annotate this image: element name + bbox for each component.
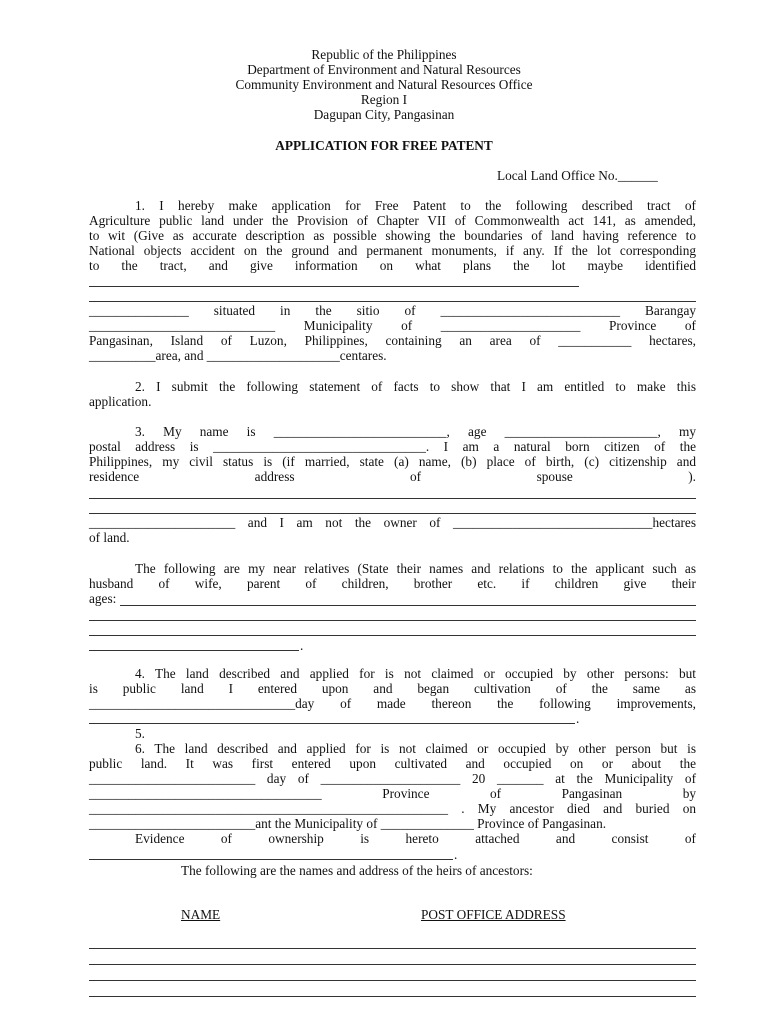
blank-line [89,635,696,636]
blank-line [89,650,299,651]
blank-line [89,620,696,621]
relatives-line-4: . [300,638,304,653]
p2-line-1: 2. I submit the following statement of facts to show that I am entitled to make this [135,379,696,394]
p4-line-3: _______________________________day of made thereon the following improvements, [89,696,696,711]
p3-line-1: 3. My name is __________________________, age _______________________, my [135,424,696,439]
heirs-blank-line [89,996,696,997]
p6-line-7: Evidence of ownership is hereto attached and consist of [135,831,696,846]
p1-line-3: to wit (Give as accurate description as possible showing the boundaries of land having reference to [89,228,696,243]
office-number: Local Land Office No.______ [497,168,658,183]
p1-line-7: ____________________________ Municipality of _____________________ Province of [89,318,696,333]
heirs-blank-line [89,980,696,981]
column-header-name: NAME [181,907,221,922]
heirs-intro: The following are the names and address of the heirs of ancestors: [181,863,533,878]
p3-line-6: of land. [89,530,130,545]
header-region: Region I [360,92,408,107]
p3-line-2: postal address is ________________________________. I am a natural born citizen of the [89,439,696,454]
p1-line-9: __________area, and ____________________centares. [89,348,387,363]
header-republic: Republic of the Philippines [311,47,457,62]
p4-line-1: 4. The land described and applied for is not claimed or occupied by other persons: but [135,666,696,681]
p6-line-8: . [454,847,458,862]
p4-line-4: . [576,711,580,726]
header-department: Department of Environment and Natural Resources [247,62,521,77]
header-city: Dagupan City, Pangasinan [313,107,455,122]
blank-line [89,513,696,514]
p4-line-2: is public land I entered upon and began cultivation of the same as [89,681,696,696]
relatives-line-1: The following are my near relatives (State their names and relations to the applicant such as [135,561,696,576]
header-office: Community Environment and Natural Resources Office [235,77,533,92]
p1-line-4: National objects accident on the ground and permanent monuments, if any. If the lot corresponding [89,243,696,258]
p6-line-2: public land. It was first entered upon cultivated and occupied on or about the [89,756,696,771]
relatives-line-3: ages: [89,591,117,606]
heirs-blank-line [89,964,696,965]
page-title: APPLICATION FOR FREE PATENT [275,138,493,153]
p1-line-6: _______________ situated in the sitio of ___________________________ Barangay [89,303,696,318]
p1-line-5: to the tract, and give information on what plans the lot maybe identified [89,258,696,273]
p6-line-5: ______________________________________________________ . My ancestor died and buried on [89,801,696,816]
blank-line [120,605,696,606]
p1-line-8: Pangasinan, Island of Luzon, Philippines, containing an area of ___________ hectares, [89,333,696,348]
p6-line-6: _________________________ant the Municipality of ______________ Province of Pangasinan. [89,816,607,831]
p6-line-4: ___________________________________ Province of Pangasinan by [89,786,696,801]
p2-line-2: application. [89,394,152,409]
blank-line [89,498,696,499]
blank-line [89,301,696,302]
blank-line [89,723,575,724]
heirs-blank-line [89,948,696,949]
p6-line-3: _________________________ day of _____________________ 20 _______ at the Municipality of [89,771,696,786]
p6-line-1: 6. The land described and applied for is not claimed or occupied by other person but is [135,741,696,756]
p3-line-4: residence address of spouse ). [89,469,696,484]
p1-line-1: 1. I hereby make application for Free Patent to the following described tract of [135,198,696,213]
p3-line-5: ______________________ and I am not the owner of ______________________________hectares [89,515,696,530]
p3-line-3: Philippines, my civil status is (if married, state (a) name, (b) place of birth, (c) citizenship and [89,454,696,469]
p5-line-1: 5. [135,726,145,741]
column-header-address: POST OFFICE ADDRESS [421,907,566,922]
p1-line-2: Agriculture public land under the Provision of Chapter VII of Commonwealth act 141, as amended, [89,213,696,228]
blank-line [89,286,579,287]
blank-line [89,859,453,860]
relatives-line-2: husband of wife, parent of children, brother etc. if children give their [89,576,696,591]
